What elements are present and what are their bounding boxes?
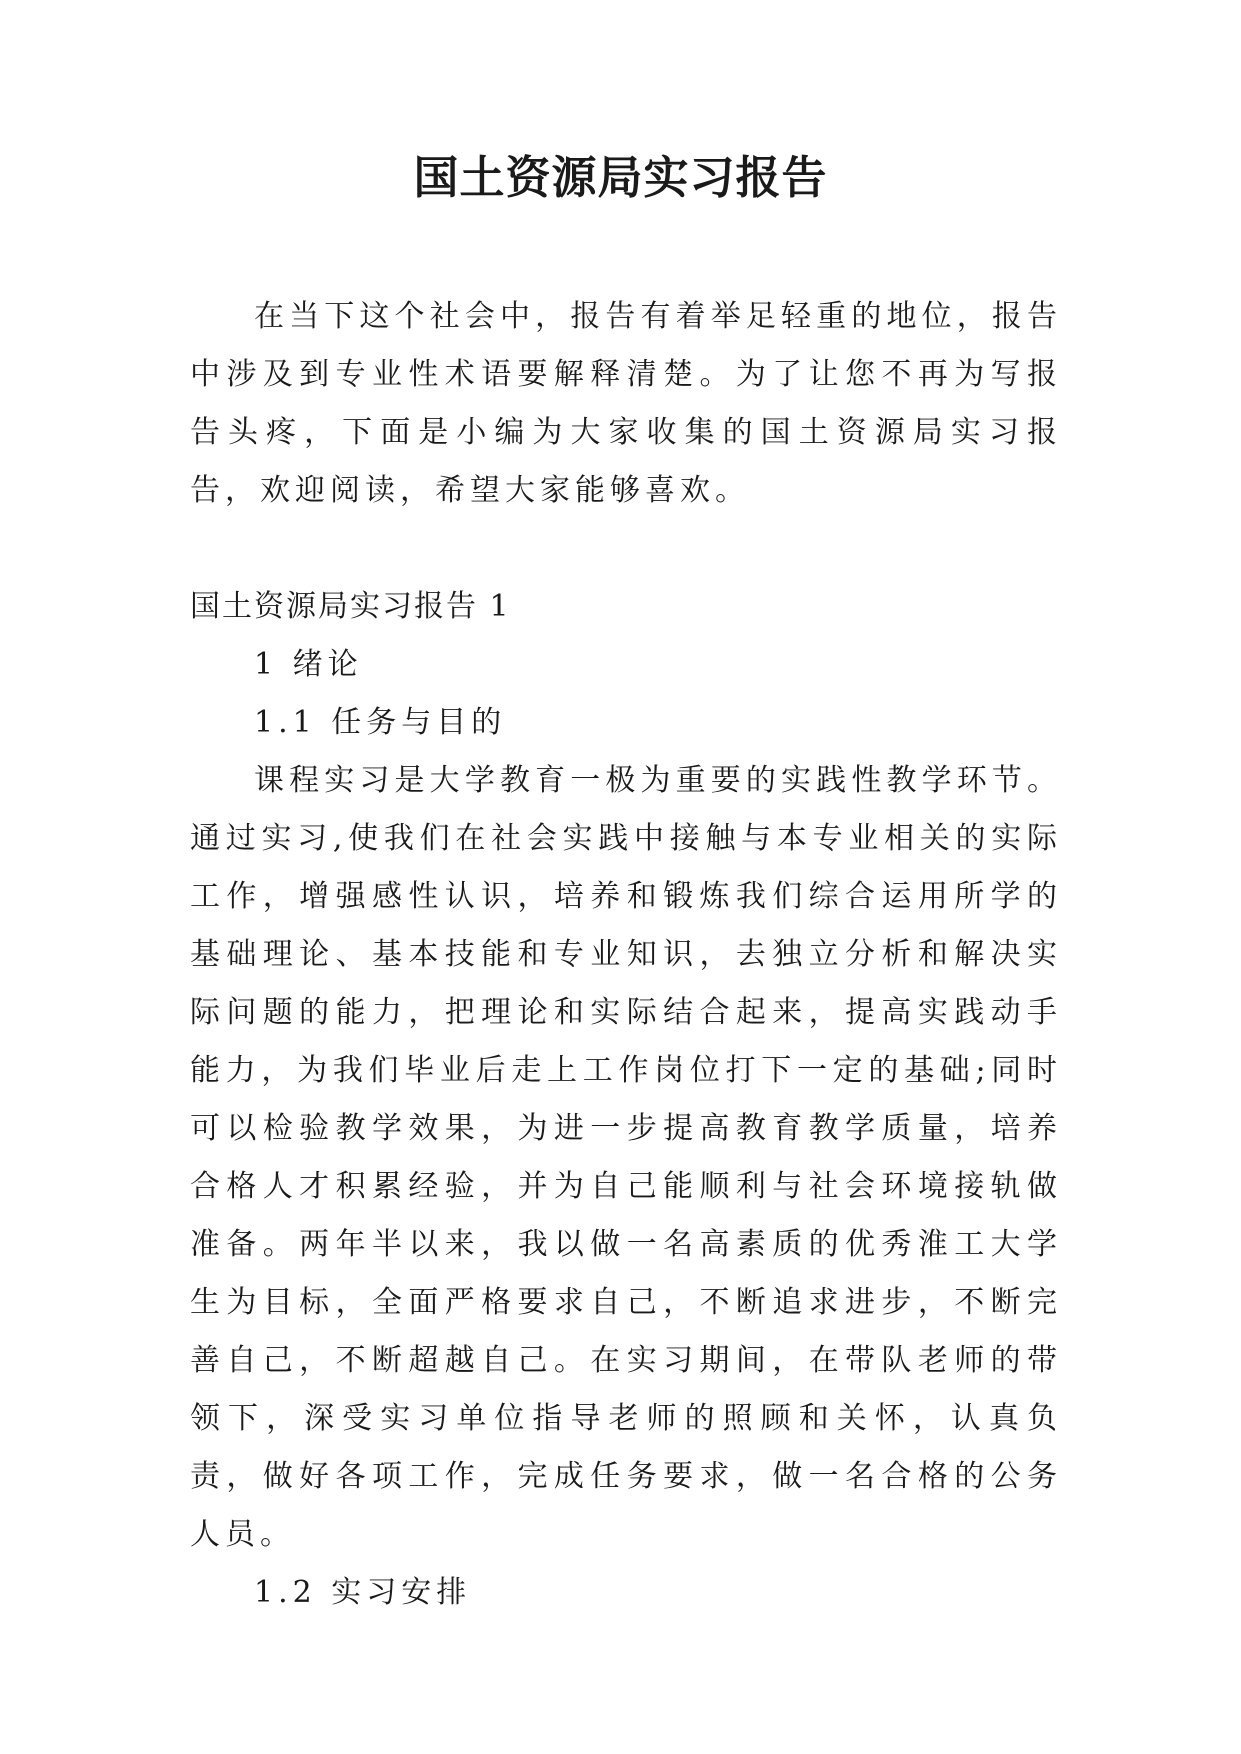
heading-task-and-purpose: 1.1 任务与目的 (254, 705, 507, 740)
section-title: 国土资源局实习报告 1 (190, 589, 511, 624)
heading-internship-arrangement: 1.2 实习安排 (254, 1575, 472, 1610)
intro-paragraph: 在当下这个社会中，报告有着举足轻重的地位，报告中涉及到专业性术语要解释清楚。为了让您不再为写报告头疼，下面是小编为大家收集的国土资源局实习报告，欢迎阅读，希望大家能够喜欢。 (190, 299, 1062, 508)
document-body (190, 288, 1062, 1622)
task-purpose-paragraph: 课程实习是大学教育一极为重要的实践性教学环节。通过实习,使我们在社会实践中接触与本专业相关的实际工作，增强感性认识，培养和锻炼我们综合运用所学的基础理论、基本技能和专业知识，去独立分析和解决实际问题的能力，把理论和实际结合起来，提高实践动手能力，为我们毕业后走上工作岗位打下一定的基础;同时可以检验教学效果，为进一步提高教育教学质量，培养合格人才积累经验，并为自己能顺利与社会环境接轨做准备。两年半以来，我以做一名高素质的优秀淮工大学生为目标，全面严格要求自己，不断追求进步，不断完善自己，不断超越自己。在实习期间，在带队老师的带领下，深受实习单位指导老师的照顾和关怀，认真负责，做好各项工作，完成任务要求，做一名合格的公务人员。 (190, 763, 1062, 1552)
document-title: 国土资源局实习报告 (413, 151, 828, 204)
heading-introduction: 1 绪论 (254, 647, 363, 682)
